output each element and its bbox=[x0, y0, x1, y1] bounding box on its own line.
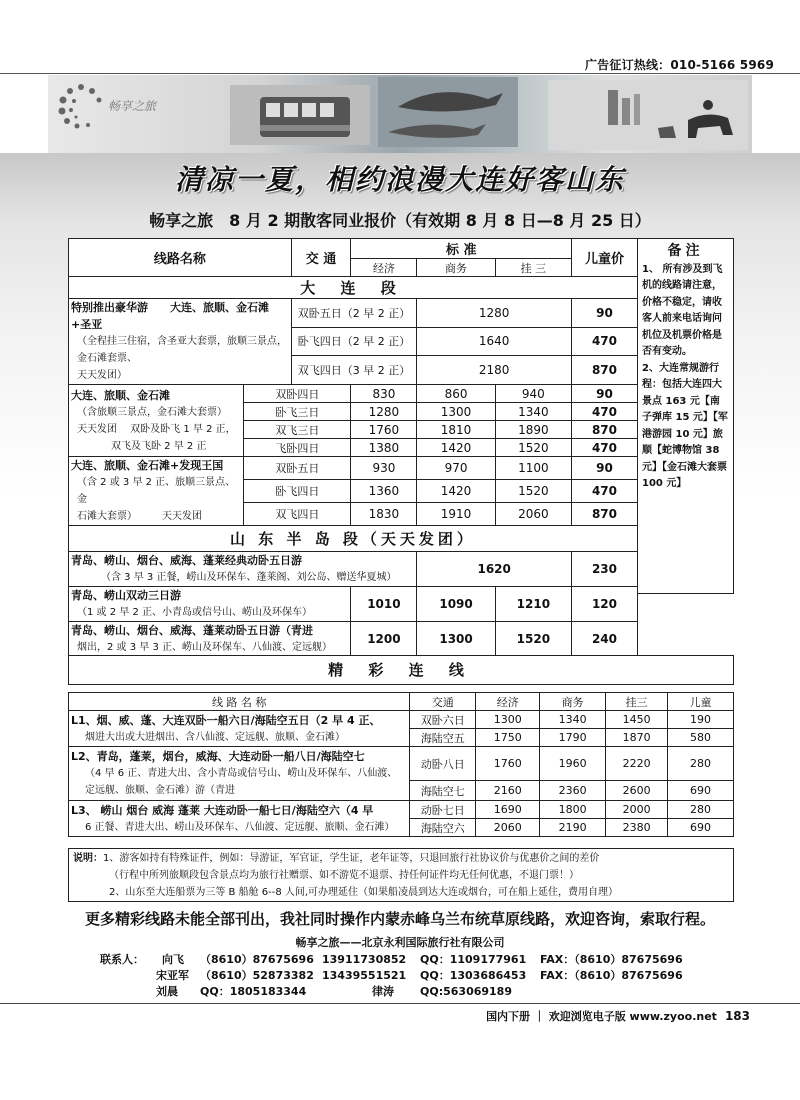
transport: 卧飞三日 bbox=[244, 403, 351, 421]
price-sanjia: 1520 bbox=[495, 439, 571, 457]
page-number: 183 bbox=[724, 1009, 750, 1023]
price-sanjia: 1520 bbox=[495, 622, 571, 657]
transport: 双卧六日 bbox=[410, 711, 476, 729]
footer-rule bbox=[0, 1003, 800, 1004]
price-economy: 1380 bbox=[351, 439, 417, 457]
price-economy: 1360 bbox=[351, 480, 417, 503]
brand-logo-icon bbox=[56, 81, 106, 131]
child-price: 90 bbox=[571, 457, 637, 480]
price-sanjia: 1450 bbox=[606, 711, 668, 729]
price-business: 860 bbox=[417, 385, 495, 403]
contact-mobile: 13439551521 bbox=[322, 969, 407, 982]
price-sanjia: 2060 bbox=[495, 503, 571, 526]
child-price: 240 bbox=[571, 622, 637, 657]
price-business: 1810 bbox=[417, 421, 495, 439]
top-rule bbox=[0, 73, 800, 74]
col-economy-header: 经济 bbox=[351, 259, 417, 277]
company-name: 畅享之旅——北京永利国际旅行社有限公司 bbox=[295, 936, 505, 949]
more-routes-note: 更多精彩线路未能全部刊出，我社同时操作内蒙赤峰乌兰布统草原线路，欢迎咨询，索取行程。 bbox=[84, 910, 715, 928]
contact-name: 刘晨 bbox=[156, 985, 178, 998]
price-economy: 1760 bbox=[476, 747, 540, 781]
price-economy: 1690 bbox=[476, 801, 540, 819]
footer-text: 国内下册 ｜ 欢迎浏览电子版 www.zyoo.net bbox=[486, 1010, 717, 1023]
child-price: 470 bbox=[571, 480, 637, 503]
col-business-header: 商务 bbox=[417, 259, 495, 277]
price-economy: 930 bbox=[351, 457, 417, 480]
boutique-table bbox=[68, 692, 734, 837]
price-business: 1420 bbox=[417, 480, 495, 503]
transport: 海陆空五 bbox=[410, 729, 476, 747]
transport: 双卧四日 bbox=[244, 385, 351, 403]
child-price: 90 bbox=[571, 385, 637, 403]
transport: 卧飞四日 bbox=[244, 480, 351, 503]
horse-riders-photo-icon bbox=[548, 80, 748, 150]
remark-1: 1、游客如持有特殊证件，例如：导游证，军官证，学生证，老年证等，只退回旅行社协议价与优惠价之间的差价 bbox=[103, 853, 600, 864]
price-sanjia: 1340 bbox=[495, 403, 571, 421]
col-child-header: 儿童价 bbox=[571, 239, 637, 277]
price-table bbox=[68, 238, 638, 657]
child-price: 230 bbox=[571, 552, 637, 587]
route-l3: L3、 崂山 烟台 威海 蓬莱 大连动卧一船七日/海陆空六（4 早 6 正餐、青进大出、崂山及环保车、八仙渡、定远舰、旅顺、金石滩） bbox=[69, 801, 410, 837]
contact-name: 律涛 bbox=[372, 985, 394, 998]
contact-name: 宋亚军 bbox=[156, 969, 189, 982]
col-standard-header: 标 准 bbox=[351, 239, 572, 259]
transport: 双飞四日 bbox=[244, 503, 351, 526]
remark-2: 2、山东至大连船票为三等 B 船舱 6--8 人间,可办理延住（如果船凌晨到达大连或烟台，可在船上延住，费用自理） bbox=[109, 887, 619, 898]
col-economy-header: 经济 bbox=[476, 693, 540, 711]
child-price: 690 bbox=[668, 819, 734, 837]
price-business: 2190 bbox=[540, 819, 606, 837]
section-dalian: 大 连 段 bbox=[69, 277, 638, 299]
child-price: 870 bbox=[571, 503, 637, 526]
price-sanjia: 1890 bbox=[495, 421, 571, 439]
transport: 双飞三日 bbox=[244, 421, 351, 439]
notes-panel bbox=[638, 238, 734, 594]
price-business: 1090 bbox=[417, 587, 495, 622]
price-sanjia: 1100 bbox=[495, 457, 571, 480]
contact-fax: FAX：（8610）87675696 bbox=[540, 953, 683, 966]
child-price: 870 bbox=[571, 356, 637, 385]
price-sanjia: 2220 bbox=[606, 747, 668, 781]
transport: 动卧八日 bbox=[410, 747, 476, 781]
remark-label: 说明： bbox=[73, 853, 103, 864]
remarks-box bbox=[68, 848, 734, 902]
contact-phone: （8610）52873382 bbox=[200, 969, 314, 982]
price-sanjia: 1210 bbox=[495, 587, 571, 622]
price-business: 1300 bbox=[417, 622, 495, 657]
col-child-header: 儿童 bbox=[668, 693, 734, 711]
price-business: 1300 bbox=[417, 403, 495, 421]
transport: 动卧七日 bbox=[410, 801, 476, 819]
dolphin-photo-icon bbox=[378, 77, 518, 147]
route-dalian-lushun: 大连、旅顺、金石滩 （含旅顺三景点，金石滩大套票） 天天发团 双卧及卧飞 1 早 2 正， 双飞及飞卧 2 早 2 正 bbox=[69, 385, 244, 457]
price-economy: 2060 bbox=[476, 819, 540, 837]
price-economy: 830 bbox=[351, 385, 417, 403]
notes-title: 备注 bbox=[667, 243, 704, 259]
child-price: 90 bbox=[571, 299, 637, 328]
col-transport-header: 交 通 bbox=[291, 239, 351, 277]
price-business: 1800 bbox=[540, 801, 606, 819]
child-price: 870 bbox=[571, 421, 637, 439]
price-economy: 1280 bbox=[351, 403, 417, 421]
child-price: 470 bbox=[571, 439, 637, 457]
price-business: 1960 bbox=[540, 747, 606, 781]
price-business: 2360 bbox=[540, 781, 606, 801]
banner-brand: 畅享之旅 bbox=[108, 99, 157, 113]
price: 1640 bbox=[417, 327, 572, 356]
contact-qq: QQ：1109177961 bbox=[420, 953, 527, 966]
contact-qq: QQ:563069189 bbox=[420, 985, 512, 998]
contact-qq: QQ：1303686453 bbox=[420, 969, 527, 982]
price-sanjia: 2600 bbox=[606, 781, 668, 801]
page-subtitle: 畅享之旅 8 月 2 期散客同业报价（有效期 8 月 8 日—8 月 25 日） bbox=[149, 211, 651, 230]
header-banner bbox=[48, 75, 752, 153]
tram-photo-icon bbox=[230, 85, 370, 145]
price: 2180 bbox=[417, 356, 572, 385]
child-price: 280 bbox=[668, 747, 734, 781]
price-business: 1340 bbox=[540, 711, 606, 729]
transport: 飞卧四日 bbox=[244, 439, 351, 457]
route-luxury: 特别推出豪华游 大连、旅顺、金石滩+圣亚 （全程挂三住宿，含圣亚大套票，旅顺三景点，金石滩套票、 天天发团） bbox=[69, 299, 292, 385]
route-l1: L1、烟、威、蓬、大连双卧一船六日/海陆空五日（2 早 4 正、 烟进大出或大进烟出、含八仙渡、定远舰、旅顺、金石滩） bbox=[69, 711, 410, 747]
price-economy: 1830 bbox=[351, 503, 417, 526]
child-price: 470 bbox=[571, 327, 637, 356]
col-transport-header: 交通 bbox=[410, 693, 476, 711]
child-price: 690 bbox=[668, 781, 734, 801]
transport: 双卧五日（2 早 2 正） bbox=[291, 299, 417, 328]
col-sanjia-header: 挂 三 bbox=[495, 259, 571, 277]
contact-fax: FAX：（8610）87675696 bbox=[540, 969, 683, 982]
col-business-header: 商务 bbox=[540, 693, 606, 711]
transport: 双飞四日（3 早 2 正） bbox=[291, 356, 417, 385]
price: 1620 bbox=[417, 552, 572, 587]
route-shandong-classic: 青岛、崂山、烟台、威海、蓬莱经典动卧五日游 （含 3 早 3 正餐，崂山及环保车、蓬莱阁、刘公岛、赠送华夏城） bbox=[69, 552, 417, 587]
transport: 海陆空七 bbox=[410, 781, 476, 801]
col-route-header: 线路名称 bbox=[69, 239, 292, 277]
contact-qq: QQ：1805183344 bbox=[200, 985, 307, 998]
col-sanjia-header: 挂三 bbox=[606, 693, 668, 711]
transport: 卧飞四日（2 早 2 正） bbox=[291, 327, 417, 356]
price-sanjia: 940 bbox=[495, 385, 571, 403]
remark-1b: （行程中所列旅顺段包含景点均为旅行社赠票、如不游览不退票、持任何证件均无任何优惠，不退门票！） bbox=[109, 870, 579, 881]
child-price: 190 bbox=[668, 711, 734, 729]
price-sanjia: 2380 bbox=[606, 819, 668, 837]
price-economy: 1010 bbox=[351, 587, 417, 622]
price-economy: 1300 bbox=[476, 711, 540, 729]
transport: 双卧五日 bbox=[244, 457, 351, 480]
price-sanjia: 1870 bbox=[606, 729, 668, 747]
route-shandong-5day: 青岛、崂山、烟台、威海、蓬莱动卧五日游（青进 烟出，2 或 3 早 3 正、崂山及环保车、八仙渡、定远舰） bbox=[69, 622, 351, 657]
price-sanjia: 2000 bbox=[606, 801, 668, 819]
child-price: 120 bbox=[571, 587, 637, 622]
transport: 海陆空六 bbox=[410, 819, 476, 837]
child-price: 280 bbox=[668, 801, 734, 819]
section-boutique: 精 彩 连 线 bbox=[68, 655, 734, 685]
price-business: 970 bbox=[417, 457, 495, 480]
route-qingdao-laoshan: 青岛、崂山双动三日游 （1 或 2 早 2 正、小青岛或信号山、崂山及环保车） bbox=[69, 587, 351, 622]
route-dalian-discovery: 大连、旅顺、金石滩+发现王国 （含 2 或 3 早 2 正、旅顺三景点、金 石滩大套票） 天天发团 bbox=[69, 457, 244, 526]
note-1: 1、 所有涉及到飞机的线路请注意，价格不稳定，请收客人前来电话询问机位及机票价格是否有变动。 bbox=[642, 263, 723, 357]
child-price: 580 bbox=[668, 729, 734, 747]
child-price: 470 bbox=[571, 403, 637, 421]
price-economy: 1750 bbox=[476, 729, 540, 747]
footer bbox=[486, 1008, 750, 1024]
price-business: 1420 bbox=[417, 439, 495, 457]
price: 1280 bbox=[417, 299, 572, 328]
price-economy: 1200 bbox=[351, 622, 417, 657]
price-sanjia: 1520 bbox=[495, 480, 571, 503]
page-title: 清凉一夏，相约浪漫大连好客山东 bbox=[174, 163, 625, 196]
contact-mobile: 13911730852 bbox=[322, 953, 407, 966]
contact-name: 向飞 bbox=[162, 953, 184, 966]
ad-hotline: 广告征订热线：010-5166 5969 bbox=[584, 58, 774, 72]
price-business: 1910 bbox=[417, 503, 495, 526]
price-economy: 2160 bbox=[476, 781, 540, 801]
note-2: 2、大连常规游行程：包括大连四大景点 163 元【南子弹库 15 元】【军港游园 10 元】旅顺【蛇博物馆 38 元】【金石滩大套票 100 元】 bbox=[642, 362, 728, 489]
contact-phone: （8610）87675696 bbox=[200, 953, 314, 966]
section-shandong: 山 东 半 岛 段（天天发团） bbox=[69, 526, 638, 552]
price-business: 1790 bbox=[540, 729, 606, 747]
route-l2: L2、青岛，蓬莱，烟台，威海、大连动卧一船八日/海陆空七 （4 早 6 正、青进大出、含小青岛或信号山、崂山及环保车、八仙渡、 定远舰、旅顺、金石滩）游（青进 bbox=[69, 747, 410, 801]
contacts-label: 联系人： bbox=[100, 953, 144, 966]
col-route-header: 线 路 名 称 bbox=[69, 693, 410, 711]
price-economy: 1760 bbox=[351, 421, 417, 439]
